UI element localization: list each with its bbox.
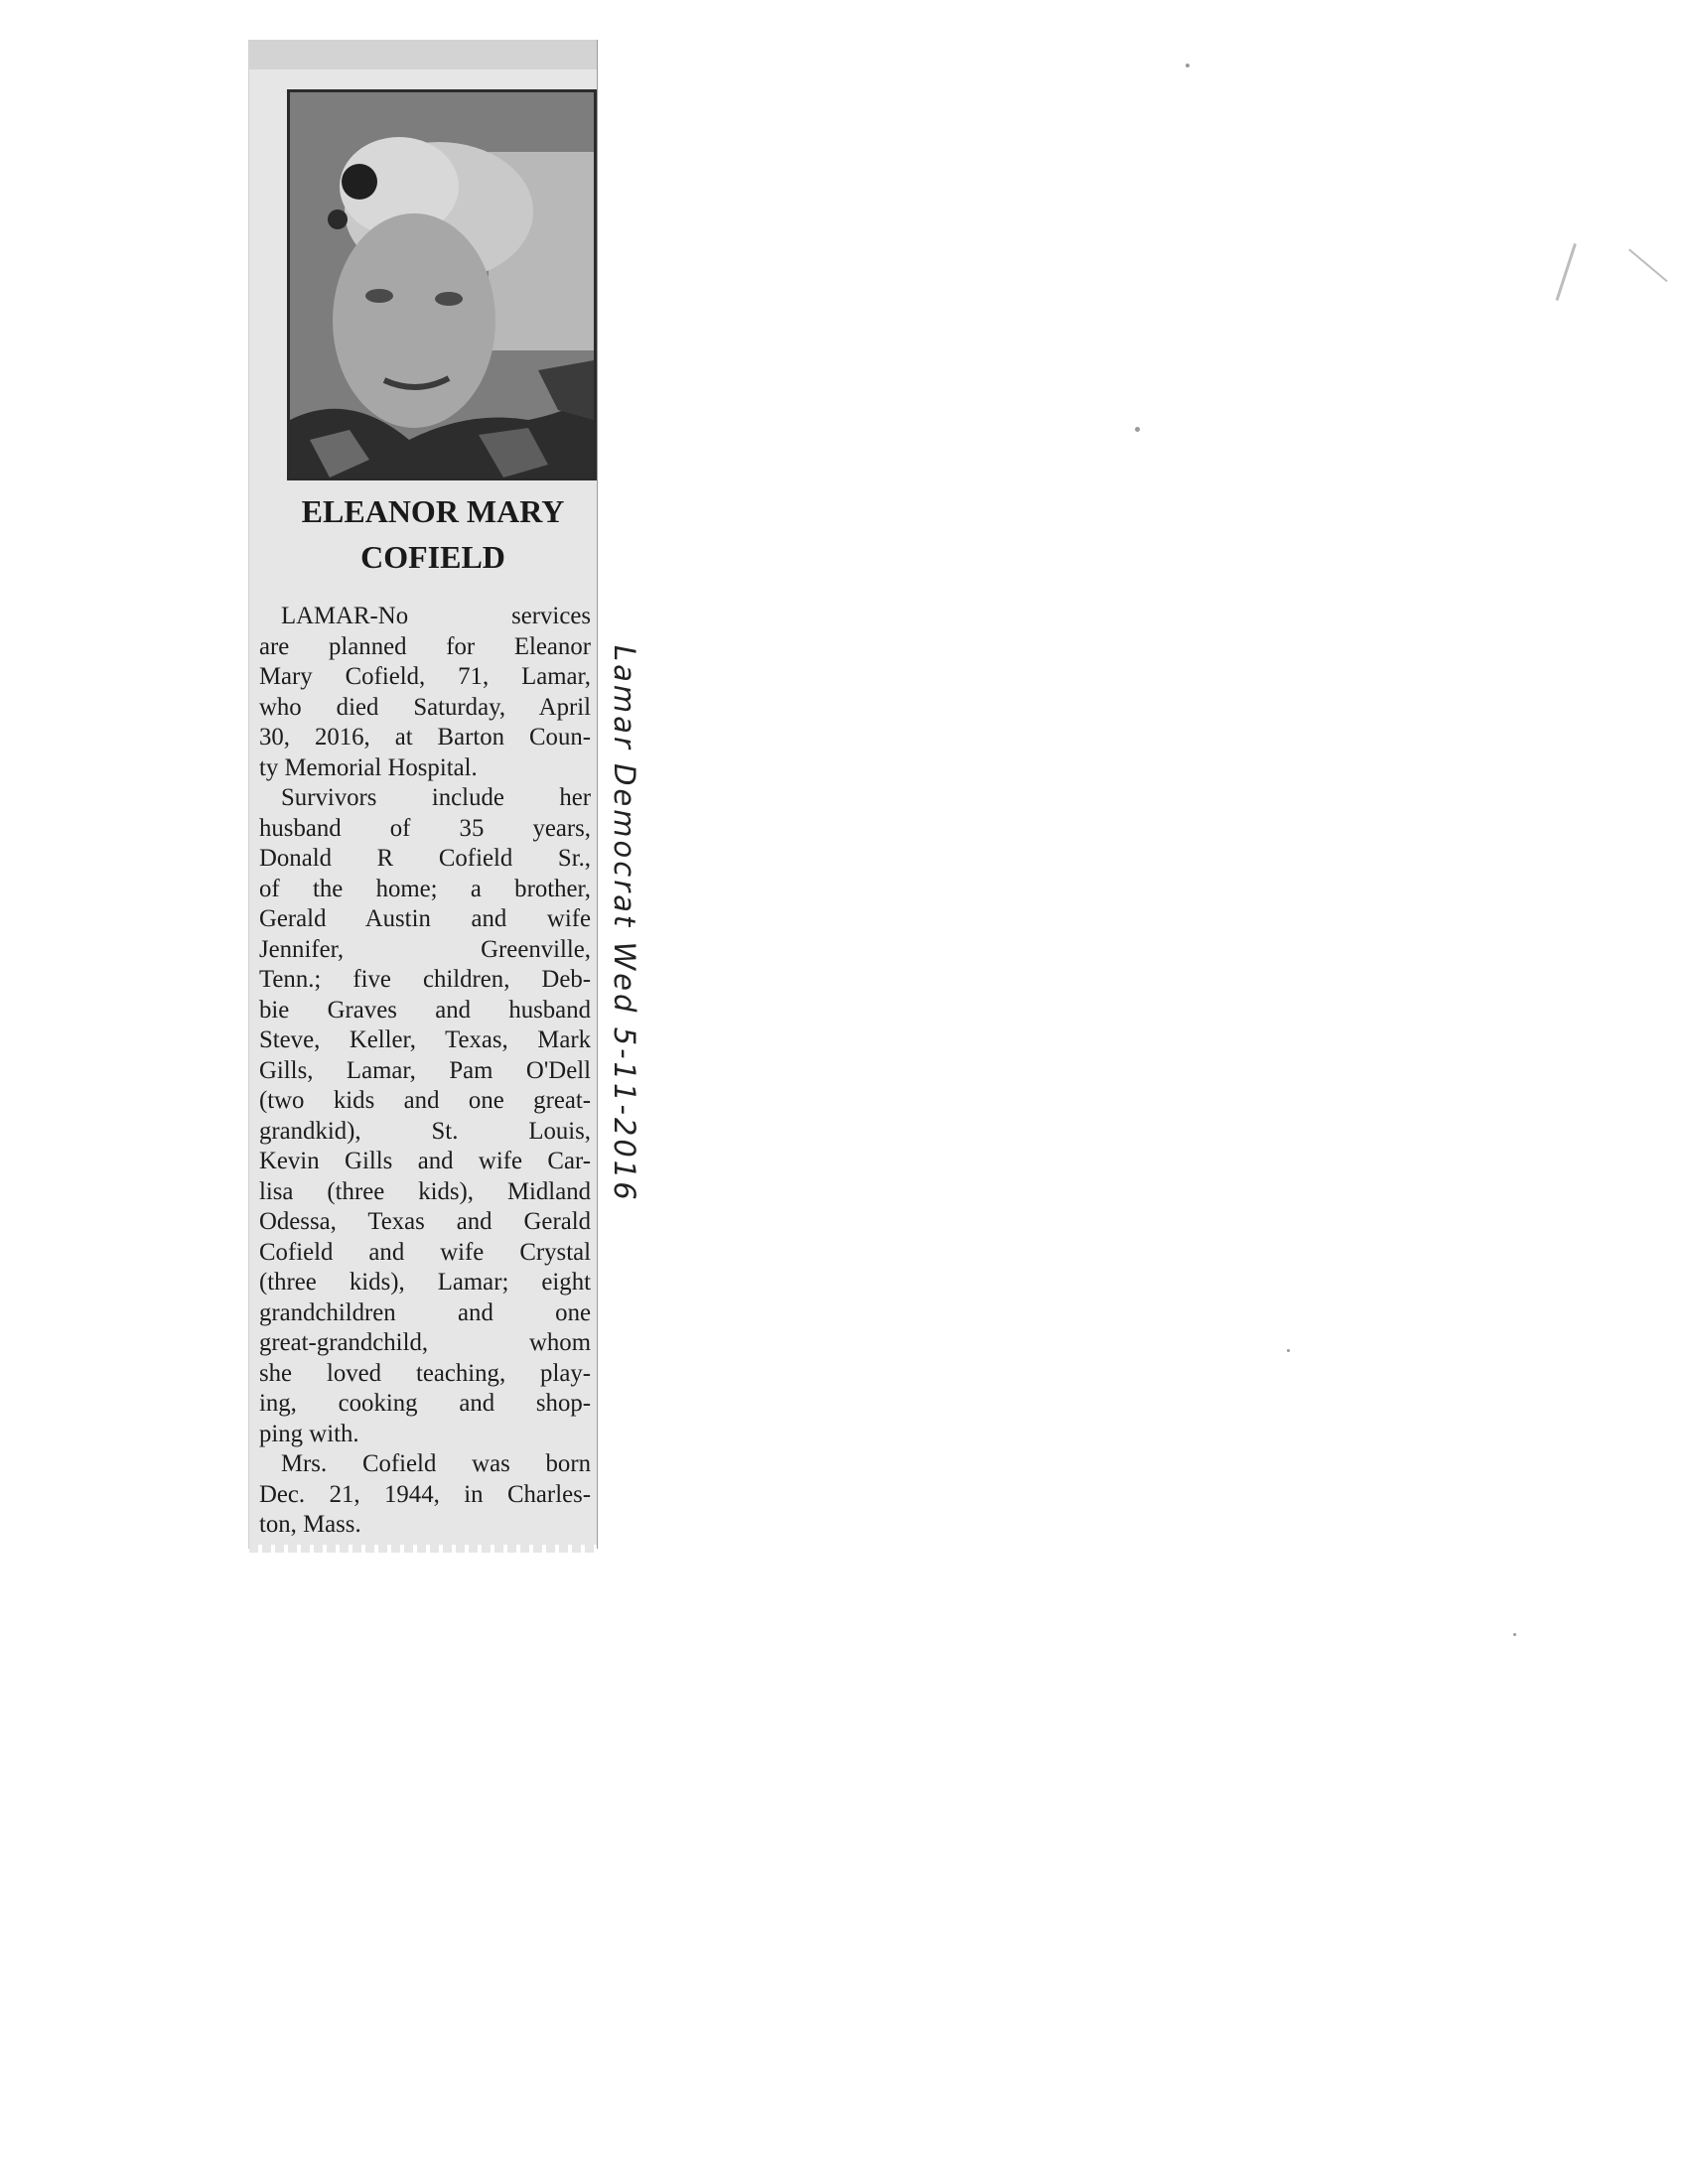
text-line: ty Memorial Hospital. — [259, 753, 478, 781]
text-line: of the home; a brother, — [259, 875, 591, 902]
portrait-photo-icon — [290, 92, 594, 478]
text-line: who died Saturday, April — [259, 693, 591, 721]
text-line: Gerald Austin and wife — [259, 905, 591, 932]
text-line: great-grandchild, whom — [259, 1329, 591, 1356]
name-line-1: ELEANOR MARY — [301, 493, 565, 529]
handwritten-annotation — [608, 645, 641, 1241]
text-line: are planned for Eleanor — [259, 632, 591, 660]
obituary-photo — [287, 89, 597, 480]
text-line: Donald R Cofield Sr., — [259, 845, 591, 872]
scan-mark — [1628, 248, 1668, 282]
text-line: bie Graves and husband — [259, 996, 591, 1024]
text-line: she loved teaching, play- — [259, 1359, 591, 1387]
text-line: Steve, Keller, Texas, Mark — [259, 1026, 591, 1053]
text-line: grandchildren and one — [259, 1298, 591, 1326]
text-line: LAMAR-No services — [281, 603, 591, 629]
text-line: Gills, Lamar, Pam O'Dell — [259, 1056, 591, 1084]
text-line: ton, Mass. — [259, 1511, 361, 1538]
text-line: grandkid), St. Louis, — [259, 1117, 591, 1145]
text-line: Dec. 21, 1944, in Charles- — [259, 1480, 591, 1508]
text-line: Mrs. Cofield was born — [281, 1450, 591, 1477]
text-line: Mary Cofield, 71, Lamar, — [259, 663, 591, 690]
scan-mark — [1555, 243, 1576, 301]
name-line-2: COFIELD — [360, 539, 505, 575]
scan-speck — [1513, 1633, 1516, 1636]
text-line: husband of 35 years, — [259, 814, 591, 842]
text-line: Cofield and wife Crystal — [259, 1238, 591, 1266]
scan-speck — [1287, 1349, 1290, 1352]
text-line: Odessa, Texas and Gerald — [259, 1208, 591, 1235]
text-line: (two kids and one great- — [259, 1087, 591, 1114]
clipping-header-strip — [249, 40, 597, 69]
obituary-body — [259, 602, 591, 1541]
text-line: (three kids), Lamar; eight — [259, 1269, 591, 1296]
text-line: Tenn.; five children, Deb- — [259, 966, 591, 993]
scan-speck — [1186, 64, 1190, 68]
torn-edge — [249, 1545, 597, 1553]
text-line: Jennifer, Greenville, — [259, 935, 591, 963]
handwritten-source-date: Lamar Democrat Wed 5-11-2016 — [608, 645, 641, 1203]
text-line: ing, cooking and shop- — [259, 1390, 591, 1417]
text-line: Kevin Gills and wife Car- — [259, 1148, 591, 1174]
text-line: lisa (three kids), Midland — [259, 1177, 591, 1205]
newspaper-clipping — [248, 40, 598, 1549]
text-line: 30, 2016, at Barton Coun- — [259, 724, 591, 751]
text-line: Survivors include her — [281, 784, 591, 811]
text-line: ping with. — [259, 1420, 359, 1447]
scan-speck — [1135, 427, 1140, 432]
obituary-name — [269, 488, 597, 580]
